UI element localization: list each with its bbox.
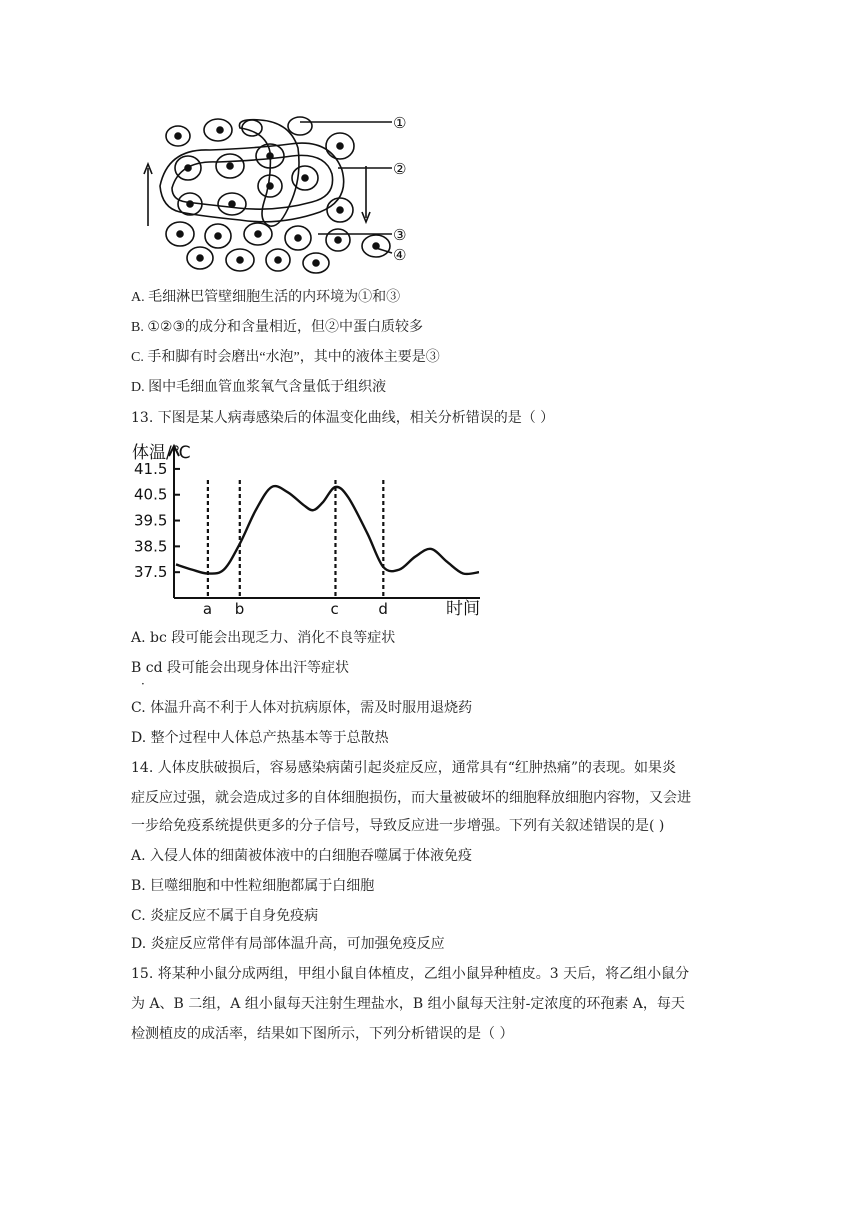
q15-stem-line-2: 为 A、B 二组，A 组小鼠每天注射生理盐水，B 组小鼠每天注射-定浓度的环孢素 A，每天 <box>131 996 685 1012</box>
q13-option-d: D. 整个过程中人体总产热基本等于总散热 <box>131 730 389 746</box>
q14-option-a: A. 入侵人体的细菌被体液中的白细胞吞噬属于体液免疫 <box>131 848 473 864</box>
temperature-curve <box>176 486 479 574</box>
q12-option-c: C. 手和脚有时会磨出“水泡”，其中的液体主要是③ <box>131 350 440 365</box>
label-3: ③ <box>393 226 407 244</box>
q13-option-b: B cd 段可能会出现身体出汗等症状 <box>131 660 349 676</box>
temperature-chart <box>128 438 488 620</box>
tissue-diagram <box>140 108 420 276</box>
y-tick-label: 39.5 <box>134 511 168 530</box>
q15-stem-line-3: 检测植皮的成活率，结果如下图所示，下列分析错误的是（ ） <box>131 1026 514 1042</box>
label-2: ② <box>393 160 407 178</box>
q13-stem: 13. 下图是某人病毒感染后的体温变化曲线，相关分析错误的是（ ） <box>131 410 555 426</box>
chart-ylabel: 体温/℃ <box>132 443 191 463</box>
q14-option-c: C. 炎症反应不属于自身免疫病 <box>131 908 319 924</box>
dot-mark: · <box>141 677 145 691</box>
q12-option-b: B. ①②③的成分和含量相近，但②中蛋白质较多 <box>131 320 423 335</box>
q12-option-a: A. 毛细淋巴管壁细胞生活的内环境为①和③ <box>131 290 401 305</box>
y-tick-label: 40.5 <box>134 485 168 504</box>
q15-stem-line-1: 15. 将某种小鼠分成两组，甲组小鼠自体植皮，乙组小鼠异种植皮。3 天后，将乙组小鼠分 <box>131 966 690 982</box>
x-tick-label: c <box>330 600 339 618</box>
label-4: ④ <box>393 246 407 264</box>
q14-stem-line-1: 14. 人体皮肤破损后，容易感染病菌引起炎症反应，通常具有“红肿热痛”的表现。如果炎 <box>131 760 677 776</box>
y-tick-label: 38.5 <box>134 537 168 556</box>
x-tick-label: a <box>202 600 213 618</box>
q14-option-d: D. 炎症反应常伴有局部体温升高，可加强免疫反应 <box>131 936 445 952</box>
q14-stem-line-3: 一步给免疫系统提供更多的分子信号，导致反应进一步增强。下列有关叙述错误的是( ) <box>131 818 665 834</box>
tissue-cells <box>166 117 390 273</box>
chart-xlabel: 时间 <box>446 599 480 619</box>
x-tick-label: b <box>234 600 245 618</box>
q12-option-d: D. 图中毛细血管血浆氧气含量低于组织液 <box>131 380 387 395</box>
y-tick-label: 37.5 <box>134 563 168 582</box>
q13-option-a: A. bc 段可能会出现乏力、消化不良等症状 <box>131 630 396 646</box>
q14-option-b: B. 巨噬细胞和中性粒细胞都属于白细胞 <box>131 878 375 894</box>
label-1: ① <box>393 114 407 132</box>
q14-stem-line-2: 症反应过强，就会造成过多的自体细胞损伤，而大量被破坏的细胞释放细胞内容物，又会进 <box>131 790 691 806</box>
y-tick-label: 41.5 <box>134 459 168 478</box>
q13-option-c: C. 体温升高不利于人体对抗病原体，需及时服用退烧药 <box>131 700 473 716</box>
x-tick-label: d <box>378 600 388 618</box>
